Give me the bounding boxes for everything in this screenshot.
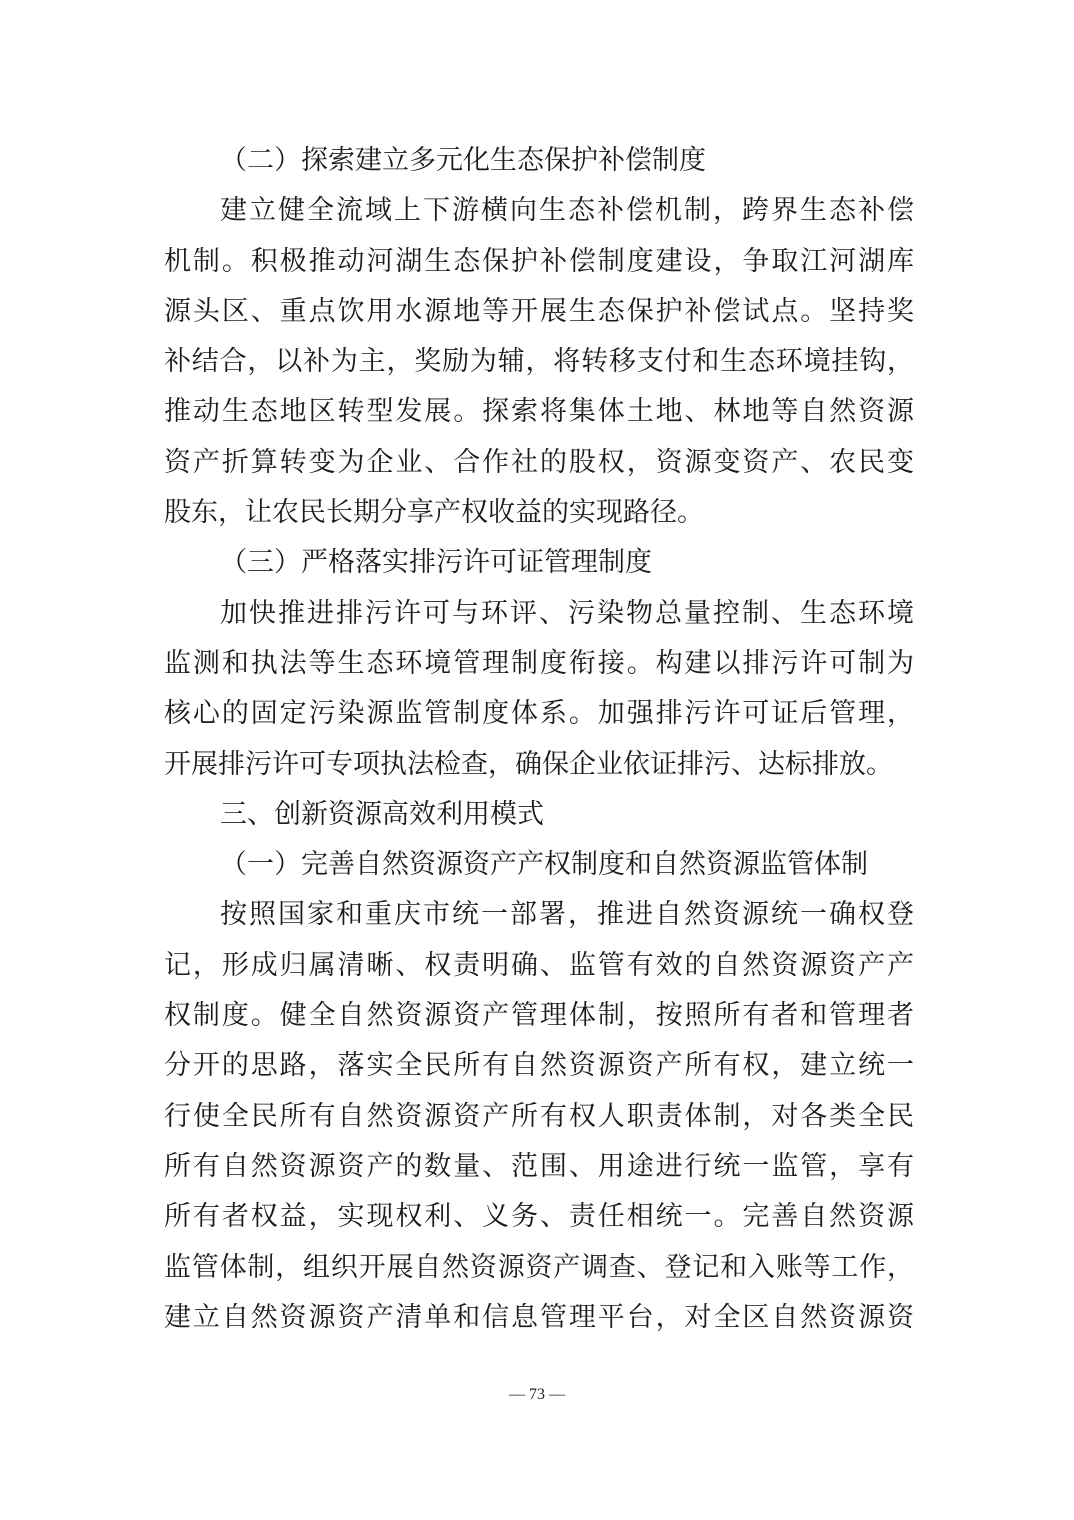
paragraph-line: 股东，让农民长期分享产权收益的实现路径。 <box>164 497 704 529</box>
paragraph-line: 加快推进排污许可与环评、污染物总量控制、生态环境 <box>220 597 914 629</box>
paragraph-line: 行使全民所有自然资源资产所有权人职责体制，对各类全民 <box>164 1100 914 1132</box>
paragraph-line: 推动生态地区转型发展。探索将集体土地、林地等自然资源 <box>164 396 914 428</box>
subsection-heading-2: （二）探索建立多元化生态保护补偿制度 <box>220 145 706 176</box>
section-heading-3: 三、创新资源高效利用模式 <box>220 798 544 830</box>
paragraph-line: 分开的思路，落实全民所有自然资源资产所有权，建立统一 <box>164 1050 914 1082</box>
paragraph-line: 监测和执法等生态环境管理制度衔接。构建以排污许可制为 <box>164 647 914 679</box>
subsection-heading-3: （三）严格落实排污许可证管理制度 <box>220 547 652 579</box>
paragraph-line: 核心的固定污染源监管制度体系。加强排污许可证后管理， <box>164 698 914 730</box>
paragraph-line: 所有自然资源资产的数量、范围、用途进行统一监管，享有 <box>164 1150 914 1182</box>
paragraph-line: 按照国家和重庆市统一部署，推进自然资源统一确权登 <box>220 899 914 931</box>
subsection-heading-1: （一）完善自然资源资产产权制度和自然资源监管体制 <box>220 849 868 881</box>
body-text <box>164 136 914 1343</box>
paragraph-line: 建立自然资源资产清单和信息管理平台，对全区自然资源资 <box>164 1301 914 1333</box>
paragraph-line: 所有者权益，实现权利、义务、责任相统一。完善自然资源 <box>164 1201 914 1233</box>
paragraph-line: 开展排污许可专项执法检查，确保企业依证排污、达标排放。 <box>164 748 893 780</box>
page-number: — 73 — <box>509 1386 565 1403</box>
paragraph-line: 监管体制，组织开展自然资源资产调查、登记和入账等工作， <box>164 1251 914 1283</box>
paragraph-line: 权制度。健全自然资源资产管理体制，按照所有者和管理者 <box>164 1000 914 1032</box>
paragraph-line: 记，形成归属清晰、权责明确、监管有效的自然资源资产产 <box>164 949 914 981</box>
paragraph-line: 源头区、重点饮用水源地等开展生态保护补偿试点。坚持奖 <box>164 295 914 327</box>
paragraph-line: 补结合，以补为主，奖励为辅，将转移支付和生态环境挂钩， <box>164 346 914 378</box>
paragraph-line: 机制。积极推动河湖生态保护补偿制度建设，争取江河湖库 <box>164 245 914 277</box>
paragraph-line: 资产折算转变为企业、合作社的股权，资源变资产、农民变 <box>164 446 914 478</box>
paragraph-line: 建立健全流域上下游横向生态补偿机制，跨界生态补偿 <box>220 195 914 227</box>
